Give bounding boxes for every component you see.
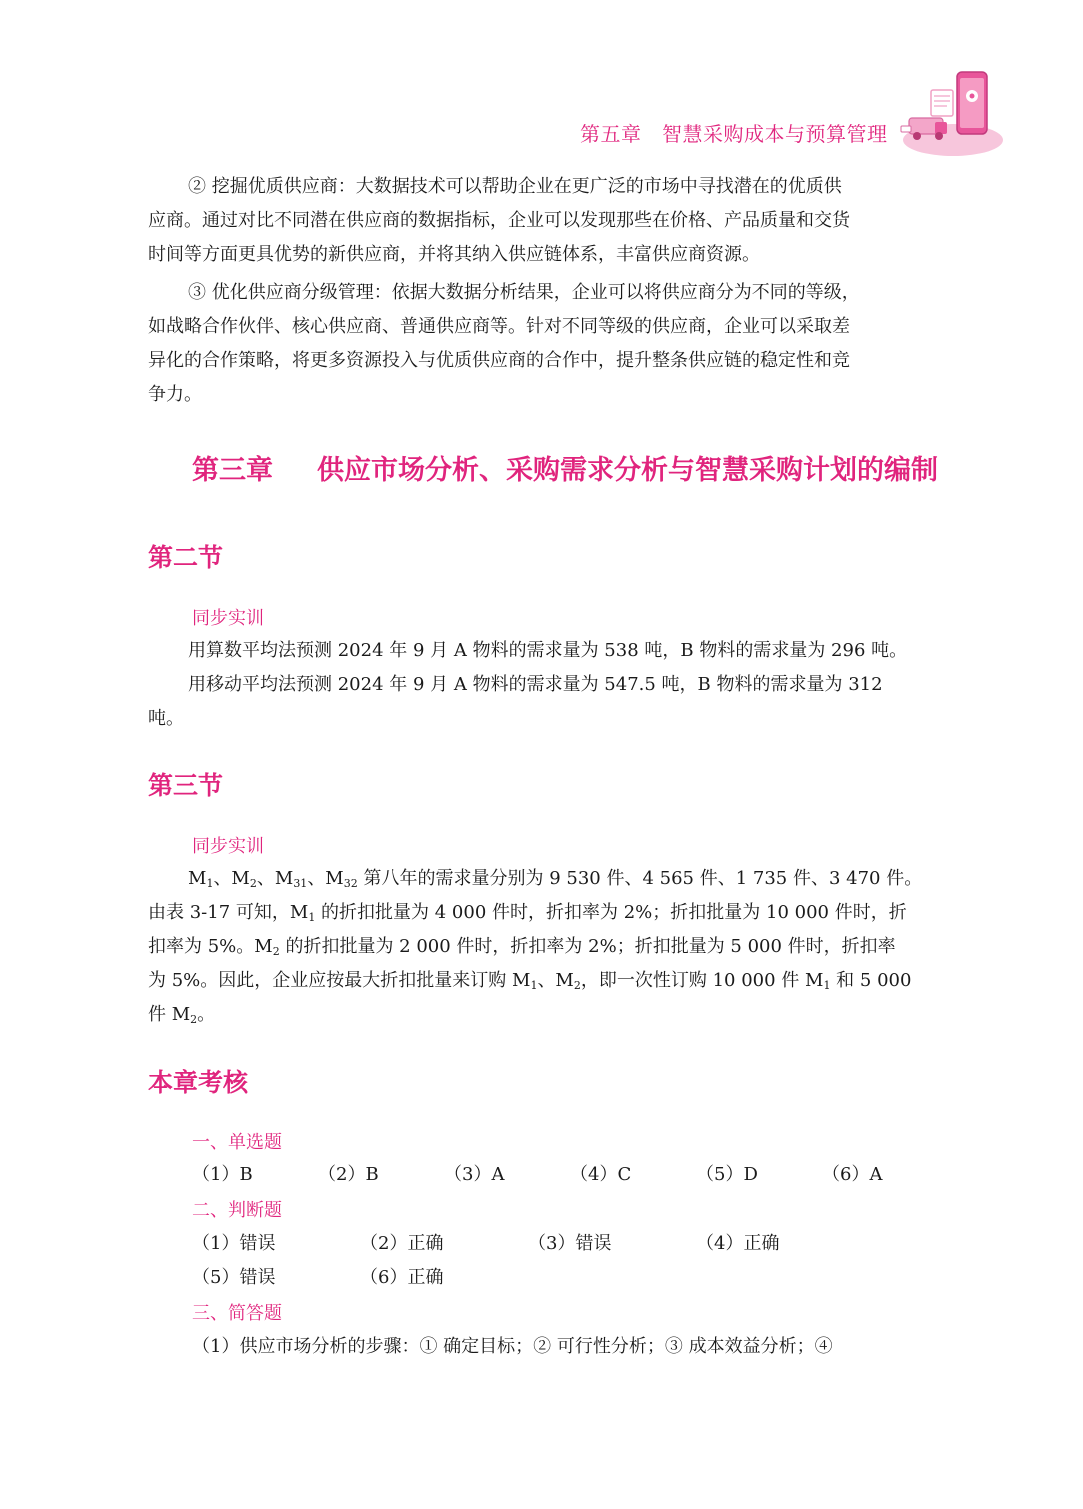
text-line: 用移动平均法预测 2024 年 9 月 A 物料的需求量为 547.5 吨，B 物料的需求量为 312 (188, 674, 883, 695)
paragraph-discount-analysis (148, 862, 966, 1032)
true-false-answers-row2 (192, 1261, 443, 1295)
single-choice-title: 一、单选题 (192, 1132, 282, 1153)
phone-delivery-illustration (895, 68, 1005, 163)
review-title: 本章考核 (148, 1068, 249, 1097)
short-answer-line: （1）供应市场分析的步骤：① 确定目标；② 可行性分析；③ 成本效益分析；④ (192, 1336, 833, 1357)
text-line: ③ 优化供应商分级管理：依据大数据分析结果，企业可以将供应商分为不同的等级， (188, 282, 860, 303)
section-subtitle: 同步实训 (192, 836, 264, 857)
chapter-number: 第三章 (192, 455, 273, 486)
short-answer-title: 三、简答题 (192, 1303, 282, 1324)
answer-item: （5）D (696, 1164, 758, 1185)
text-line: $M_1$、$M_2$、$M_{31}$、$M_{32}$ 第八年的需求量分别为 9 530 件、4 565 件、1 735 件、3 470 件。 (188, 868, 923, 890)
true-false-answers-row1 (192, 1227, 779, 1261)
section-subtitle: 同步实训 (192, 608, 264, 629)
single-choice-answers (192, 1158, 882, 1192)
answer-item: （4）正确 (696, 1233, 780, 1254)
answer-item: （3）A (444, 1164, 505, 1185)
text-line: 如战略合作伙伴、核心供应商、普通供应商等。针对不同等级的供应商，企业可以采取差 (148, 316, 850, 337)
chapter-title: 供应市场分析、采购需求分析与智慧采购计划的编制 (317, 455, 938, 486)
answer-item: （2）B (318, 1164, 379, 1185)
text-line: 异化的合作策略，将更多资源投入与优质供应商的合作中，提升整条供应链的稳定性和竞 (148, 350, 850, 371)
text-line: 件 $M_2$。 (148, 1004, 216, 1026)
text-line: 时间等方面更具优势的新供应商，并将其纳入供应链体系，丰富供应商资源。 (148, 244, 760, 265)
text-line: 扣率为 5%。$M_2$ 的折扣批量为 2 000 件时，折扣率为 2%；折扣批量为 5 000 件时，折扣率 (148, 936, 896, 958)
paragraph-supplier-grading (148, 276, 966, 412)
paragraph-quality-suppliers (148, 170, 966, 272)
text-line: 用算数平均法预测 2024 年 9 月 A 物料的需求量为 538 吨，B 物料的需求量为 296 吨。 (188, 640, 908, 661)
text-line: 由表 3-17 可知，$M_1$ 的折扣批量为 4 000 件时，折扣率为 2%；折扣批量为 10 000 件时，折 (148, 902, 907, 924)
text-line: 应商。通过对比不同潜在供应商的数据指标，企业可以发现那些在价格、产品质量和交货 (148, 210, 850, 231)
answer-item: （4）C (570, 1164, 632, 1185)
text-line: 为 5%。因此，企业应按最大折扣批量来订购 $M_1$、$M_2$，即一次性订购 10 000 件 $M_1$ 和 5 000 (148, 970, 912, 992)
chapter-heading (192, 448, 938, 487)
answer-item: （2）正确 (360, 1233, 444, 1254)
section-title: 第三节 (148, 771, 224, 800)
answer-item: （3）错误 (528, 1233, 612, 1254)
text-line: 吨。 (148, 708, 184, 729)
answer-item: （1）B (192, 1164, 253, 1185)
answer-item: （6）正确 (360, 1267, 444, 1288)
running-header-title: 第五章 智慧采购成本与预算管理 (580, 122, 888, 146)
paragraph-demand-forecast (148, 634, 966, 736)
section-title: 第二节 (148, 543, 224, 572)
answer-item: （1）错误 (192, 1233, 276, 1254)
answer-item: （5）错误 (192, 1267, 276, 1288)
true-false-title: 二、判断题 (192, 1200, 282, 1221)
answer-item: （6）A (822, 1164, 883, 1185)
text-line: 争力。 (148, 384, 202, 405)
text-line: ② 挖掘优质供应商：大数据技术可以帮助企业在更广泛的市场中寻找潜在的优质供 (188, 176, 842, 197)
